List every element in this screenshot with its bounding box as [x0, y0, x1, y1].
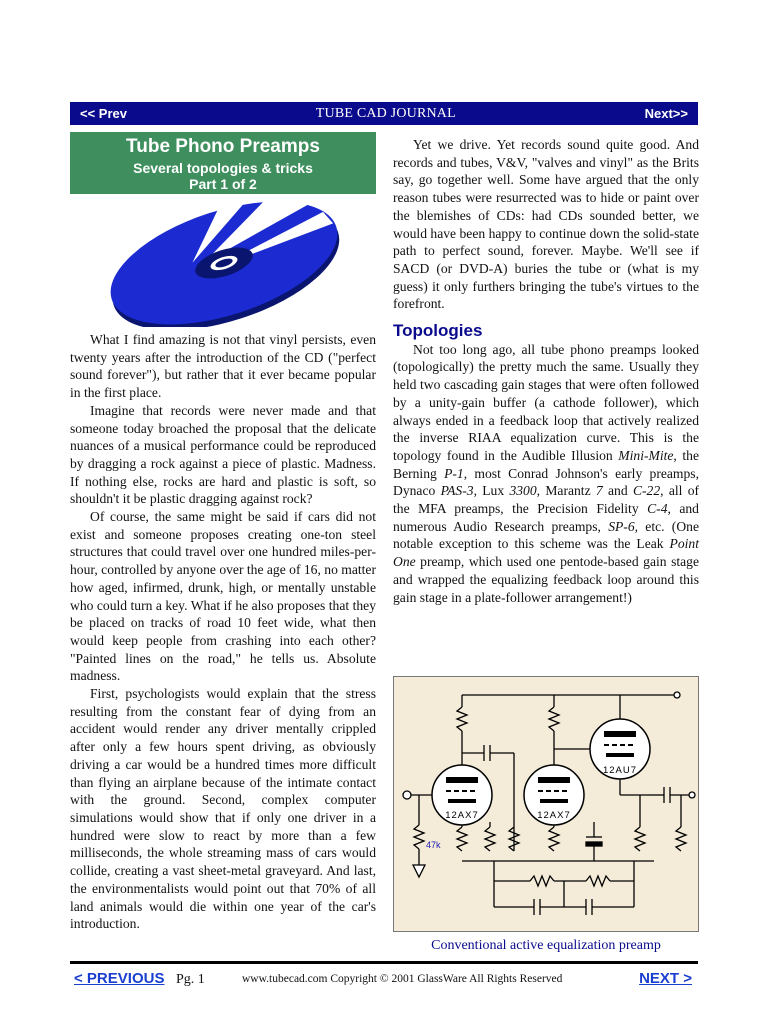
next-link[interactable]: Next>>: [644, 106, 688, 121]
top-nav-bar: [70, 102, 698, 125]
footer-divider: [70, 961, 698, 964]
schematic-diagram: [393, 676, 699, 932]
journal-title: TUBE CAD JOURNAL: [315, 105, 456, 121]
section-heading: Topologies: [393, 321, 483, 341]
paragraph: Of course, the same might be said if cars did not exist and someone proposes creating one-ton steel structures that could travel over one hundred miles-per-hour, controlled by anyone over the age of 16, no matter how aged, infirmed, drunk, high, or mentally unstable who could turn a key. What if he also proposes that they be placed on tracks of road 10 feet wide, what then would keep people from crashing into each other? "Painted lines on the road," he tells us. Absolute madness.: [70, 509, 376, 684]
copyright-notice: www.tubecad.com Copyright © 2001 GlassWare All Rights Reserved: [242, 973, 563, 985]
paragraph: First, psychologists would explain that the stress resulting from the constant fear of dying from an accident would render any driver mentally crippled after only a few hours spent driving, as obviously driving a car would be a hundred times more difficult than flying an airplane because of the intimate contact with the ground. Second, complex computer simulations would show that if only one driver in a hundred were slow to react by more than a few milliseconds, the whole streaming mass of cars would collide, creating a vast sheet-metal graveyard. And last, the environmentalists would point out that 70% of all land animals would die within one year of the car's introduction.: [70, 686, 376, 932]
prev-link[interactable]: << Prev: [80, 106, 127, 121]
right-column: [393, 136, 699, 606]
footer: [70, 969, 698, 991]
tube-1-label: 12AX7: [445, 810, 479, 821]
next-page-link[interactable]: NEXT >: [639, 970, 692, 987]
tube-2-label: 12AX7: [537, 810, 571, 821]
left-column: [70, 331, 376, 933]
article-title: Tube Phono Preamps: [126, 136, 320, 157]
paragraph: Imagine that records were never made and that someone today broached the proposal that the delicate nuances of a musical performance could be reproduced by dragging a rock against a piece of plastic. Madness. If nothing else, rocks are hard and plastic is soft, so shouldn't it be plastic dragging against rock?: [70, 402, 376, 507]
paragraph: Not too long ago, all tube phono preamps looked (topologically) the pretty much the same. Usually they held two cascading gain stages that were often followed by a unity-gain buffer (a cathode follower), which always ended in a feedback loop that actively realized the inverse RIAA equalization curve. This is the topology found in the Audible Illusion Mini-Mite, the Berning P-1, most Conrad Johnson's early preamps, Dynaco PAS-3, Lux 3300, Marantz 7 and C-22, all of the MFA preamps, the Precision Fidelity C-4, and numerous Audio Research preamps, SP-6, etc. (One notable exception to this scheme was the Leak Point One preamp, which used one pentode-based gain stage and wrapped the equalizing feedback loop around this gain stage in a plate-follower arrangement!): [393, 341, 700, 605]
paragraph: Yet we drive. Yet records sound quite good. And records and tubes, V&V, "valves and vinyl" as the Brits say, go together well. Some have argued that the only reason tubes were resurrected was to hide or paint over the blemishes of CDs: had CDs sounded better, we would have been happy to continue down the solid-state path to perfect sound, forever. Maybe. We'll see if SACD (or DVD-A) buries the tube or (what is my guess) it only furthers bringing the tube's virtues to the forefront.: [393, 137, 699, 312]
cd-disc-illustration: [100, 195, 348, 327]
previous-page-link[interactable]: < PREVIOUS: [74, 970, 165, 987]
schematic-caption: Conventional active equalization preamp: [431, 938, 661, 953]
page-number: Pg. 1: [176, 972, 205, 987]
paragraph: What I find amazing is not that vinyl persists, even twenty years after the introduction of the CD ("perfect sound forever"), but rather that it ever became popular in the first place.: [70, 332, 376, 401]
article-part: Part 1 of 2: [189, 176, 257, 192]
article-title-box: [70, 132, 376, 194]
resistor-label: 47k: [426, 840, 441, 850]
schematic-svg: [394, 677, 698, 931]
tube-3-label: 12AU7: [602, 765, 638, 776]
article-subtitle: Several topologies & tricks: [133, 160, 313, 176]
